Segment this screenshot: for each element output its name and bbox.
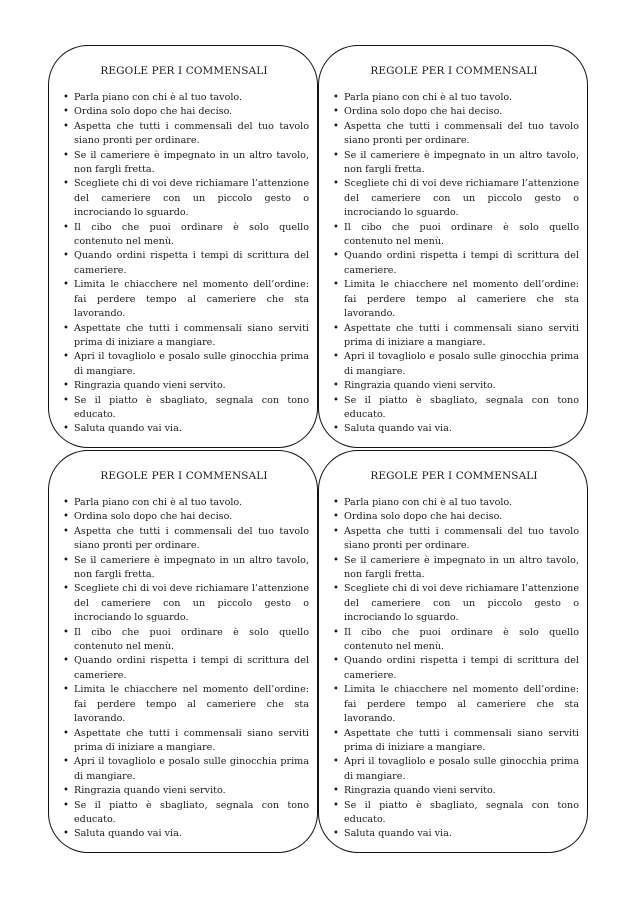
rule-item: • Limita le chiacchere nel momento dell’ordine: fai perdere tempo al cameriere che sta lavorando.: [63, 683, 309, 726]
rule-item: • Aspetta che tutti i commensali del tuo tavolo siano pronti per ordinare.: [63, 525, 309, 554]
rule-item: • Limita le chiacchere nel momento dell’ordine: fai perdere tempo al cameriere che sta lavorando.: [333, 278, 579, 321]
rules-list: [63, 91, 309, 437]
rule-item: • Se il cameriere è impegnato in un altro tavolo, non fargli fretta.: [63, 149, 309, 178]
rule-item: • Aspettate che tutti i commensali siano serviti prima di iniziare a mangiare.: [63, 322, 309, 351]
rule-item: • Saluta quando vai via.: [333, 827, 579, 841]
rule-item: • Se il piatto è sbagliato, segnala con tono educato.: [333, 799, 579, 828]
rule-item: • Il cibo che puoi ordinare è solo quello contenuto nel menù.: [333, 221, 579, 250]
rule-item: • Se il piatto è sbagliato, segnala con tono educato.: [63, 394, 309, 423]
rule-item: • Scegliete chi di voi deve richiamare l’attenzione del cameriere con un piccolo gesto o incrociando lo sguardo.: [333, 177, 579, 220]
rule-item: • Ringrazia quando vieni servito.: [333, 784, 579, 798]
rule-item: • Limita le chiacchere nel momento dell’ordine: fai perdere tempo al cameriere che sta lavorando.: [63, 278, 309, 321]
rule-item: • Parla piano con chi è al tuo tavolo.: [333, 496, 579, 510]
rule-item: • Aspettate che tutti i commensali siano serviti prima di iniziare a mangiare.: [63, 727, 309, 756]
card-title: REGOLE PER I COMMENSALI: [100, 65, 268, 77]
rule-item: • Ordina solo dopo che hai deciso.: [63, 510, 309, 524]
rule-item: • Apri il tovagliolo e posalo sulle ginocchia prima di mangiare.: [63, 350, 309, 379]
card-title: REGOLE PER I COMMENSALI: [370, 65, 538, 77]
rule-item: • Apri il tovagliolo e posalo sulle ginocchia prima di mangiare.: [63, 755, 309, 784]
rule-item: • Limita le chiacchere nel momento dell’ordine: fai perdere tempo al cameriere che sta lavorando.: [333, 683, 579, 726]
rule-item: • Ordina solo dopo che hai deciso.: [63, 105, 309, 119]
rule-item: • Se il cameriere è impegnato in un altro tavolo, non fargli fretta.: [63, 554, 309, 583]
rule-item: • Apri il tovagliolo e posalo sulle ginocchia prima di mangiare.: [333, 350, 579, 379]
rules-card-bottom-right: [318, 450, 588, 853]
rule-item: • Aspetta che tutti i commensali del tuo tavolo siano pronti per ordinare.: [333, 525, 579, 554]
rules-list: [333, 496, 579, 842]
rule-item: • Saluta quando vai via.: [333, 422, 579, 436]
rule-item: • Ordina solo dopo che hai deciso.: [333, 105, 579, 119]
rule-item: • Se il cameriere è impegnato in un altro tavolo, non fargli fretta.: [333, 149, 579, 178]
rule-item: • Quando ordini rispetta i tempi di scrittura del cameriere.: [63, 654, 309, 683]
rule-item: • Quando ordini rispetta i tempi di scrittura del cameriere.: [63, 249, 309, 278]
rule-item: • Parla piano con chi è al tuo tavolo.: [63, 496, 309, 510]
rule-item: • Il cibo che puoi ordinare è solo quello contenuto nel menù.: [63, 626, 309, 655]
rule-item: • Ringrazia quando vieni servito.: [333, 379, 579, 393]
rule-item: • Saluta quando vai via.: [63, 422, 309, 436]
rule-item: • Se il piatto è sbagliato, segnala con tono educato.: [333, 394, 579, 423]
rule-item: • Scegliete chi di voi deve richiamare l’attenzione del cameriere con un piccolo gesto o incrociando lo sguardo.: [63, 177, 309, 220]
rule-item: • Parla piano con chi è al tuo tavolo.: [63, 91, 309, 105]
rule-item: • Aspetta che tutti i commensali del tuo tavolo siano pronti per ordinare.: [63, 120, 309, 149]
rules-card-bottom-left: [48, 450, 318, 853]
rules-list: [63, 496, 309, 842]
rule-item: • Quando ordini rispetta i tempi di scrittura del cameriere.: [333, 654, 579, 683]
rules-list: [333, 91, 579, 437]
rule-item: • Aspettate che tutti i commensali siano serviti prima di iniziare a mangiare.: [333, 322, 579, 351]
rule-item: • Il cibo che puoi ordinare è solo quello contenuto nel menù.: [333, 626, 579, 655]
rule-item: • Quando ordini rispetta i tempi di scrittura del cameriere.: [333, 249, 579, 278]
rule-item: • Scegliete chi di voi deve richiamare l’attenzione del cameriere con un piccolo gesto o incrociando lo sguardo.: [63, 582, 309, 625]
card-title: REGOLE PER I COMMENSALI: [370, 470, 538, 482]
rule-item: • Aspetta che tutti i commensali del tuo tavolo siano pronti per ordinare.: [333, 120, 579, 149]
rule-item: • Ringrazia quando vieni servito.: [63, 784, 309, 798]
rule-item: • Saluta quando vai via.: [63, 827, 309, 841]
rules-card-top-right: [318, 45, 588, 448]
card-title: REGOLE PER I COMMENSALI: [100, 470, 268, 482]
rules-card-top-left: [48, 45, 318, 448]
rule-item: • Ordina solo dopo che hai deciso.: [333, 510, 579, 524]
rule-item: • Se il cameriere è impegnato in un altro tavolo, non fargli fretta.: [333, 554, 579, 583]
rule-item: • Il cibo che puoi ordinare è solo quello contenuto nel menù.: [63, 221, 309, 250]
rule-item: • Ringrazia quando vieni servito.: [63, 379, 309, 393]
rule-item: • Scegliete chi di voi deve richiamare l’attenzione del cameriere con un piccolo gesto o incrociando lo sguardo.: [333, 582, 579, 625]
rule-item: • Apri il tovagliolo e posalo sulle ginocchia prima di mangiare.: [333, 755, 579, 784]
rule-item: • Aspettate che tutti i commensali siano serviti prima di iniziare a mangiare.: [333, 727, 579, 756]
rule-item: • Parla piano con chi è al tuo tavolo.: [333, 91, 579, 105]
rule-item: • Se il piatto è sbagliato, segnala con tono educato.: [63, 799, 309, 828]
